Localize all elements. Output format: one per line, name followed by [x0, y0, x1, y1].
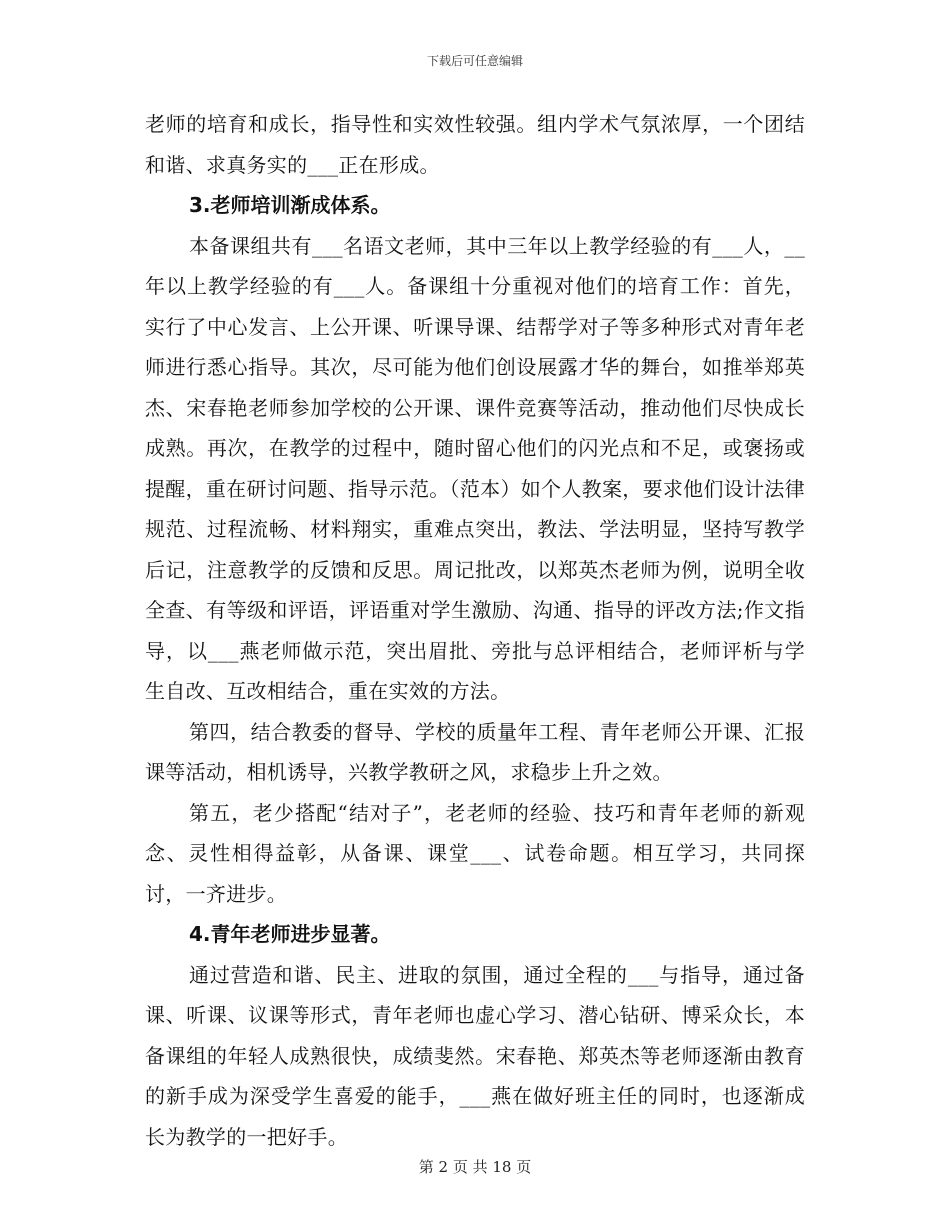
page-header: 下载后可任意编辑 — [426, 54, 523, 68]
section-heading-3: 3.老师培训渐成体系。 — [189, 193, 391, 217]
paragraph-continued: 老师的培育和成长，指导性和实效性较强。组内学术气氛浓厚，一个团结和谐、求真务实的___正在形成。 — [145, 112, 805, 177]
section-heading-4: 4.青年老师进步显著。 — [189, 922, 391, 946]
paragraph-young-teachers: 通过营造和谐、民主、进取的氛围，通过全程的___与指导，通过备课、听课、议课等形式，青年老师也虚心学习、潜心钻研、博采众长，本备课组的年轻人成熟很快，成绩斐然。宋春艳、郑英杰等老师逐渐由教育的新手成为深受学生喜爱的能手，___燕在做好班主任的同时，也逐渐成长为教学的一把好手。 — [145, 962, 805, 1149]
paragraph-fifth: 第五，老少搭配“结对子”，老老师的经验、技巧和青年老师的新观念、灵性相得益彰，从备课、课堂___、试卷命题。相互学习，共同探讨，一齐进步。 — [145, 800, 805, 906]
paragraph-training-system: 本备课组共有___名语文老师，其中三年以上教学经验的有___人，__年以上教学经验的有___人。备课组十分重视对他们的培育工作：首先，实行了中心发言、上公开课、听课导课、结帮学对子等多种形式对青年老师进行悉心指导。其次，尽可能为他们创设展露才华的舞台，如推举郑英杰、宋春艳老师参加学校的公开课、课件竞赛等活动，推动他们尽快成长成熟。再次，在教学的过程中，随时留心他们的闪光点和不足，或褒扬或提醒，重在研讨问题、指导示范。（范本）如个人教案，要求他们设计法律规范、过程流畅、材料翔实，重难点突出，教法、学法明显，坚持写教学后记，注意教学的反馈和反思。周记批改，以郑英杰老师为例，说明全收全查、有等级和评语，评语重对学生激励、沟通、指导的评改方法;作文指导，以___燕老师做示范，突出眉批、旁批与总评相结合，老师评析与学生自改、互改相结合，重在实效的方法。 — [145, 233, 805, 703]
paragraph-fourth: 第四，结合教委的督导、学校的质量年工程、青年老师公开课、汇报课等活动，相机诱导，兴教学教研之风，求稳步上升之效。 — [145, 719, 805, 784]
document-body — [145, 104, 805, 1157]
page-number: 第 2 页 共 18 页 — [418, 1158, 532, 1176]
